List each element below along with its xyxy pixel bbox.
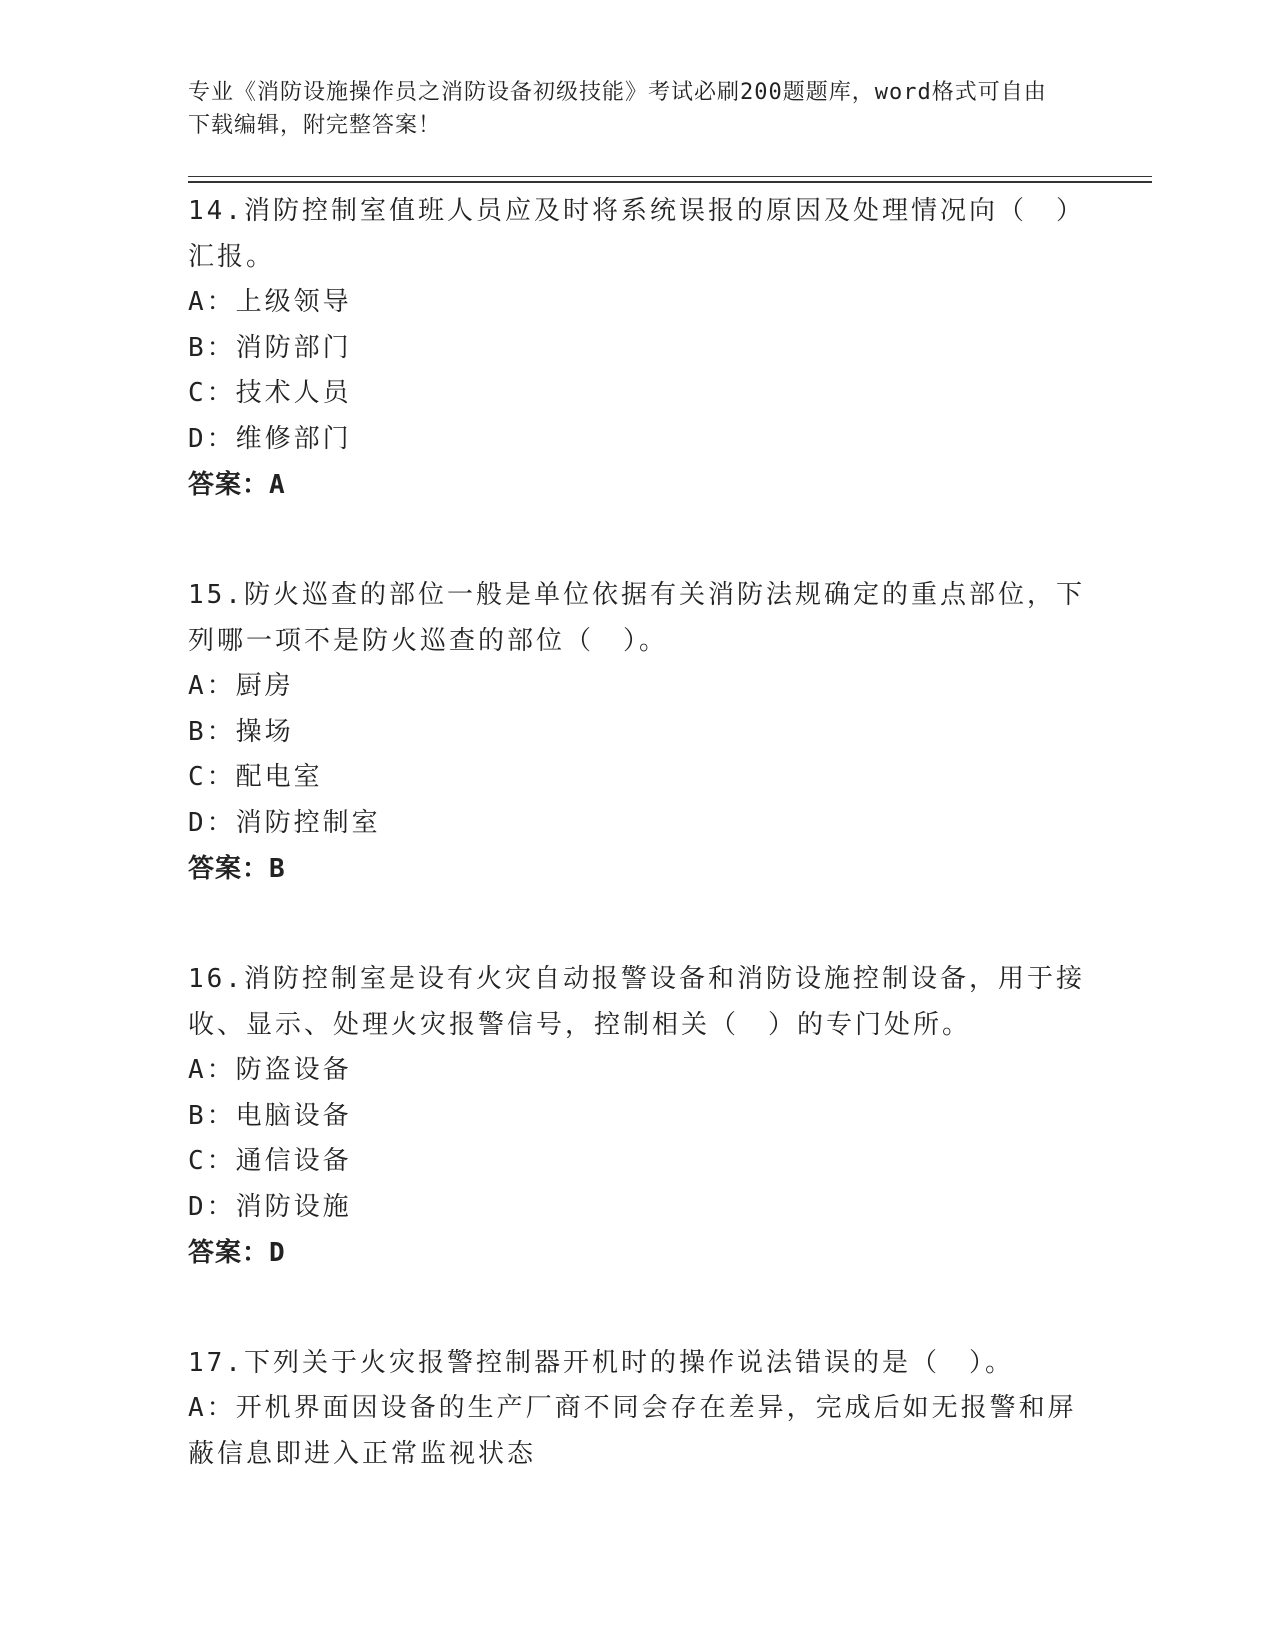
question-17	[188, 1340, 1088, 1477]
option-b: B：电脑设备	[188, 1100, 352, 1131]
document-header: 专业《消防设施操作员之消防设备初级技能》考试必刷200题题库，word格式可自由下载编辑，附完整答案！	[188, 80, 1047, 138]
option-c: C：配电室	[188, 762, 323, 792]
question-spacer	[188, 508, 1088, 572]
option-d: D：消防设施	[188, 1191, 352, 1222]
option-b: B：消防部门	[188, 332, 352, 363]
option-b: B：操场	[188, 716, 294, 747]
answer: 答案：A	[188, 470, 286, 500]
option-a: A：开机界面因设备的生产厂商不同会存在差异，完成后如无报警和屏蔽信息即进入正常监视状态	[188, 1393, 1077, 1469]
answer: 答案：B	[188, 854, 286, 884]
header-divider-top	[188, 176, 1152, 177]
question-spacer	[188, 1276, 1088, 1340]
option-a: A：厨房	[188, 671, 294, 701]
question-16	[188, 956, 1088, 1276]
option-a: A：上级领导	[188, 287, 352, 317]
header-divider-bottom	[188, 181, 1152, 183]
option-c: C：通信设备	[188, 1146, 352, 1176]
question-spacer	[188, 892, 1088, 956]
question-stem: 15.防火巡查的部位一般是单位依据有关消防法规确定的重点部位，下列哪一项不是防火巡查的部位（ ）。	[188, 580, 1085, 656]
question-14	[188, 188, 1088, 508]
option-a: A：防盗设备	[188, 1055, 352, 1085]
option-d: D：维修部门	[188, 423, 352, 454]
question-15	[188, 572, 1088, 892]
question-list	[188, 188, 1088, 1477]
question-stem: 17.下列关于火灾报警控制器开机时的操作说法错误的是（ ）。	[188, 1348, 1014, 1378]
answer: 答案：D	[188, 1238, 286, 1268]
question-stem: 14.消防控制室值班人员应及时将系统误报的原因及处理情况向（ ）汇报。	[188, 196, 1085, 272]
option-d: D：消防控制室	[188, 807, 381, 838]
option-c: C：技术人员	[188, 378, 352, 408]
question-stem: 16.消防控制室是设有火灾自动报警设备和消防设施控制设备，用于接收、显示、处理火灾报警信号，控制相关（ ）的专门处所。	[188, 964, 1085, 1040]
